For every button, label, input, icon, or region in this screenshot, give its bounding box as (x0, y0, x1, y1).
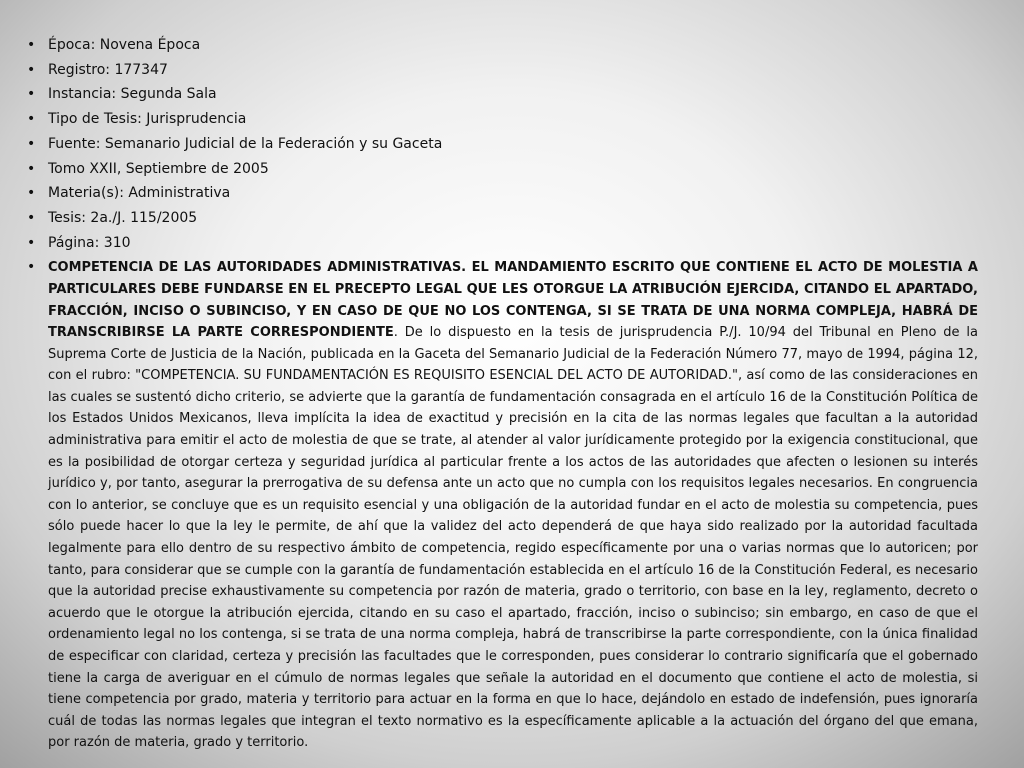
list-item-tesis: • Tesis: 2a./J. 115/2005 (22, 206, 978, 231)
slide-content (22, 33, 978, 754)
list-item-thesis-text (22, 257, 978, 754)
list-item-fuente: • Fuente: Semanario Judicial de la Federación y su Gaceta (22, 132, 978, 157)
list-item-materia: • Materia(s): Administrativa (22, 181, 978, 206)
list-item-instancia: • Instancia: Segunda Sala (22, 82, 978, 107)
thesis-body: . De lo dispuesto en la tesis de jurisprudencia P./J. 10/94 del Tribunal en Pleno de la Suprema Corte de Justicia de la Nación, publicada en la Gaceta del Semanario Judicial de la Federación Número 77, mayo de 1994, página 12, con el rubro: "COMPETENCIA. SU FUNDAMENTACIÓN ES REQUISITO ESENCIAL DEL ACTO DE AUTORIDAD.", así como de las consideraciones en las cuales se sustentó dicho criterio, se advierte que la garantía de fundamentación consagrada en el artículo 16 de la Constitución Política de los Estados Unidos Mexicanos, lleva implícita la idea de exactitud y precisión en la cita de las normas legales que facultan a la autoridad administrativa para emitir el acto de molestia de que se trate, al atender al valor jurídicamente protegido por la exigencia constitucional, que es la posibilidad de otorgar certeza y seguridad jurídica al particular frente a los actos de las autoridades que afecten o lesionen su interés jurídico y, por tanto, asegurar la prerrogativa de su defensa ante un acto que no cumpla con los requisitos legales necesarios. En congruencia con lo anterior, se concluye que es un requisito esencial y una obligación de la autoridad fundar en el acto de molestia su competencia, pues sólo puede hacer lo que la ley le permite, de ahí que la validez del acto dependerá de que haya sido realizado por la autoridad facultada legalmente para ello dentro de su respectivo ámbito de competencia, regido específicamente por una o varias normas que lo autoricen; por tanto, para considerar que se cumple con la garantía de fundamentación establecida en el artículo 16 de la Constitución Federal, es necesario que la autoridad precise exhaustivamente su competencia por razón de materia, grado o territorio, con base en la ley, reglamento, decreto o acuerdo que le otorgue la atribución ejercida, citando en su caso el apartado, fracción, inciso o subinciso; sin embargo, en caso de que el ordenamiento legal no los contenga, si se trata de una norma compleja, habrá de transcribirse la parte correspondiente, con la única finalidad de especificar con claridad, certeza y precisión las facultades que le corresponden, pues considerar lo contrario significaría que el gobernado tiene la carga de averiguar en el cúmulo de normas legales que señale la autoridad en el documento que contiene el acto de molestia, si tiene competencia por grado, materia y territorio para actuar en la forma en que lo hace, dejándolo en estado de indefensión, pues ignoraría cuál de todas las normas legales que integran el texto normativo es la específicamente aplicable a la actuación del órgano del que emana, por razón de materia, grado y territorio. (48, 325, 978, 751)
list-item-tomo: • Tomo XXII, Septiembre de 2005 (22, 157, 978, 182)
list-item-tipo-tesis: • Tipo de Tesis: Jurisprudencia (22, 107, 978, 132)
list-item-pagina: • Página: 310 (22, 231, 978, 256)
list-item-registro: • Registro: 177347 (22, 58, 978, 83)
bullet-list (22, 33, 978, 754)
thesis-heading: COMPETENCIA DE LAS AUTORIDADES ADMINISTRATIVAS. EL MANDAMIENTO ESCRITO QUE CONTIENE EL ACTO DE MOLESTIA A PARTICULARES DEBE FUNDARSE EN EL PRECEPTO LEGAL QUE LES OTORGUE LA ATRIBUCIÓN EJERCIDA, CITANDO EL APARTADO, FRACCIÓN, INCISO O SUBINCISO, Y EN CASO DE QUE NO LOS CONTENGA, SI SE TRATA DE UNA NORMA COMPLEJA, HABRÁ DE TRANSCRIBIRSE LA PARTE CORRESPONDIENTE (48, 260, 978, 341)
list-item-epoca: • Época: Novena Época (22, 33, 978, 58)
